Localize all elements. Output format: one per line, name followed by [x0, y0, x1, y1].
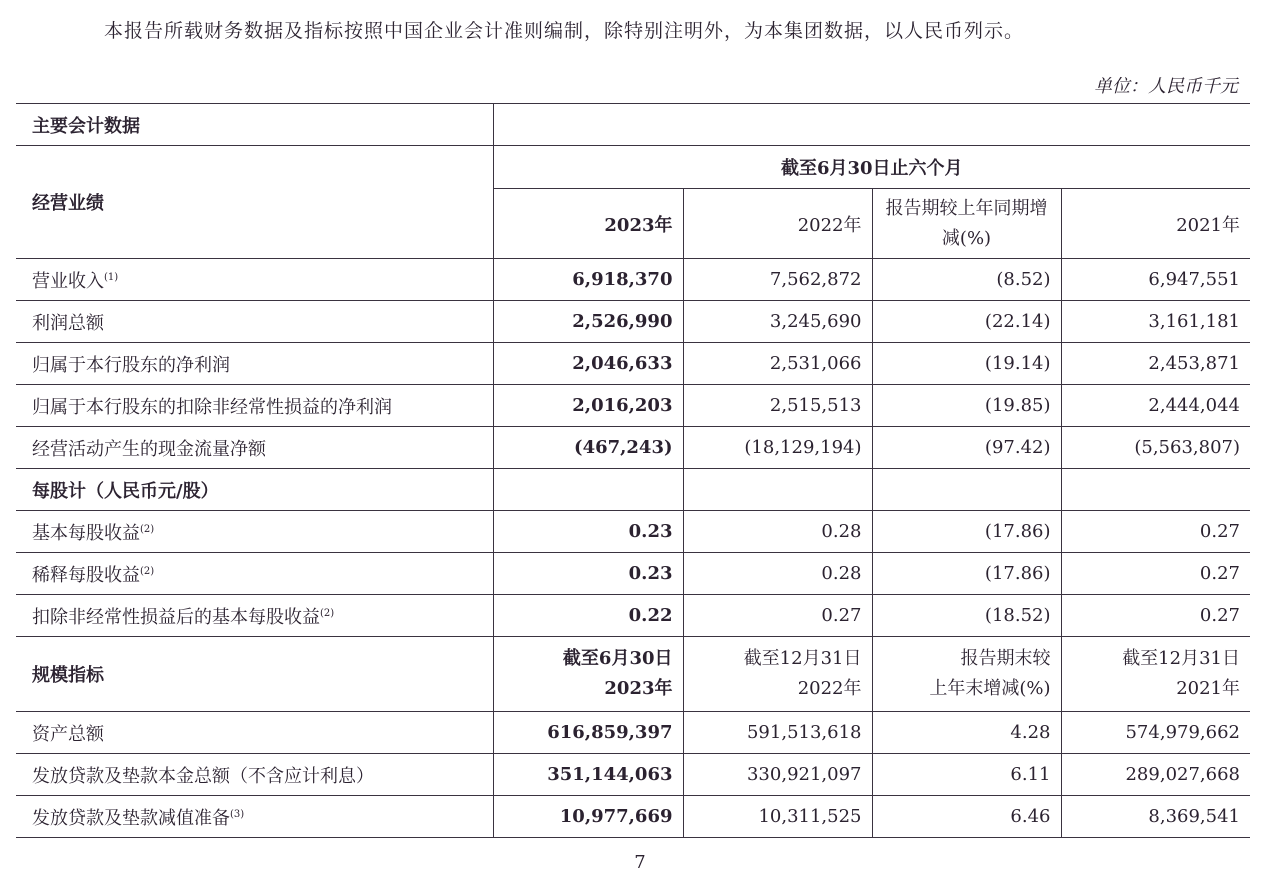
value-cell: 289,027,668	[1061, 754, 1250, 796]
table-row	[16, 301, 1250, 343]
financial-table	[16, 103, 1250, 838]
row-label	[16, 511, 493, 553]
value-cell: 2,531,066	[683, 343, 872, 385]
column-header: 截至12月31日 2022年	[683, 637, 872, 712]
table-row	[16, 796, 1250, 838]
value-cell: 6,918,370	[493, 259, 683, 301]
row-label-text: 扣除非经常性损益后的基本每股收益	[32, 606, 320, 628]
row-label-text: 利润总额	[32, 312, 104, 334]
value-cell: (17.86)	[872, 553, 1061, 595]
footnote-marker: (2)	[320, 607, 335, 619]
intro-text: 本报告所载财务数据及指标按照中国企业会计准则编制，除特别注明外，为本集团数据，以人民币列示。	[104, 20, 1025, 42]
row-label	[16, 427, 493, 469]
value-cell: (19.14)	[872, 343, 1061, 385]
table-row	[16, 511, 1250, 553]
value-cell: 0.22	[493, 595, 683, 637]
value-cell: (5,563,807)	[1061, 427, 1250, 469]
value-cell: (8.52)	[872, 259, 1061, 301]
table-row	[16, 259, 1250, 301]
row-label-text: 归属于本行股东的扣除非经常性损益的净利润	[32, 396, 392, 418]
column-header: 报告期较上年同期增减(%)	[872, 189, 1061, 259]
column-header: 截至12月31日 2021年	[1061, 637, 1250, 712]
value-cell: 0.23	[493, 553, 683, 595]
row-label	[16, 754, 493, 796]
value-cell: 4.28	[872, 712, 1061, 754]
table-row	[16, 427, 1250, 469]
unit-label: 单位：人民币千元	[1094, 76, 1238, 97]
value-cell: 10,311,525	[683, 796, 872, 838]
value-cell: (18.52)	[872, 595, 1061, 637]
value-cell: 574,979,662	[1061, 712, 1250, 754]
value-cell: 0.27	[1061, 595, 1250, 637]
section-title: 经营业绩	[16, 146, 493, 259]
value-cell: 2,444,044	[1061, 385, 1250, 427]
table-row	[16, 385, 1250, 427]
page-number: 7	[634, 852, 646, 873]
value-cell: 0.28	[683, 511, 872, 553]
row-label	[16, 595, 493, 637]
value-cell: 0.27	[683, 595, 872, 637]
value-cell: 2,453,871	[1061, 343, 1250, 385]
value-cell: 591,513,618	[683, 712, 872, 754]
row-label-text: 资产总额	[32, 723, 104, 745]
row-label-text: 基本每股收益	[32, 522, 140, 544]
footnote-marker: (3)	[230, 808, 245, 820]
row-label	[16, 343, 493, 385]
column-header: 2023年	[493, 189, 683, 259]
row-label-text: 归属于本行股东的净利润	[32, 354, 230, 376]
value-cell: 8,369,541	[1061, 796, 1250, 838]
row-label	[16, 796, 493, 838]
column-header: 截至6月30日 2023年	[493, 637, 683, 712]
value-cell: (97.42)	[872, 427, 1061, 469]
value-cell: 2,046,633	[493, 343, 683, 385]
table-row	[16, 595, 1250, 637]
table-row	[16, 343, 1250, 385]
section-title: 主要会计数据	[16, 104, 493, 146]
row-label-text: 稀释每股收益	[32, 564, 140, 586]
value-cell: 0.23	[493, 511, 683, 553]
section-title: 规模指标	[16, 637, 493, 712]
value-cell: 3,161,181	[1061, 301, 1250, 343]
value-cell: 330,921,097	[683, 754, 872, 796]
column-header: 2021年	[1061, 189, 1250, 259]
row-label-text: 经营活动产生的现金流量净额	[32, 438, 266, 460]
column-header: 报告期末较 上年末增减(%)	[872, 637, 1061, 712]
table-row	[16, 712, 1250, 754]
value-cell: 10,977,669	[493, 796, 683, 838]
value-cell: 616,859,397	[493, 712, 683, 754]
value-cell: 0.27	[1061, 511, 1250, 553]
period-header: 截至6月30日止六个月	[493, 146, 1250, 189]
row-label	[16, 712, 493, 754]
value-cell: 2,515,513	[683, 385, 872, 427]
row-label	[16, 259, 493, 301]
value-cell: (22.14)	[872, 301, 1061, 343]
value-cell: 6.11	[872, 754, 1061, 796]
footnote-marker: (1)	[104, 271, 119, 283]
value-cell: (18,129,194)	[683, 427, 872, 469]
footnote-marker: (2)	[140, 523, 155, 535]
value-cell: 3,245,690	[683, 301, 872, 343]
row-label	[16, 385, 493, 427]
row-label-text: 发放贷款及垫款本金总额（不含应计利息）	[32, 765, 374, 787]
table-row	[16, 754, 1250, 796]
column-header: 2022年	[683, 189, 872, 259]
column-header-row	[16, 637, 1250, 712]
value-cell: 2,526,990	[493, 301, 683, 343]
value-cell: (17.86)	[872, 511, 1061, 553]
value-cell: 6,947,551	[1061, 259, 1250, 301]
value-cell: (19.85)	[872, 385, 1061, 427]
section-row-main	[16, 104, 1250, 146]
footnote-marker: (2)	[140, 565, 155, 577]
value-cell: 2,016,203	[493, 385, 683, 427]
value-cell: 0.28	[683, 553, 872, 595]
row-label	[16, 553, 493, 595]
row-label	[16, 301, 493, 343]
table-row	[16, 553, 1250, 595]
value-cell: 351,144,063	[493, 754, 683, 796]
value-cell: (467,243)	[493, 427, 683, 469]
value-cell: 7,562,872	[683, 259, 872, 301]
value-cell: 6.46	[872, 796, 1061, 838]
row-label-text: 发放贷款及垫款减值准备	[32, 807, 230, 829]
row-label-text: 营业收入	[32, 270, 104, 292]
section-title: 每股计（人民币元/股）	[16, 469, 493, 511]
value-cell: 0.27	[1061, 553, 1250, 595]
